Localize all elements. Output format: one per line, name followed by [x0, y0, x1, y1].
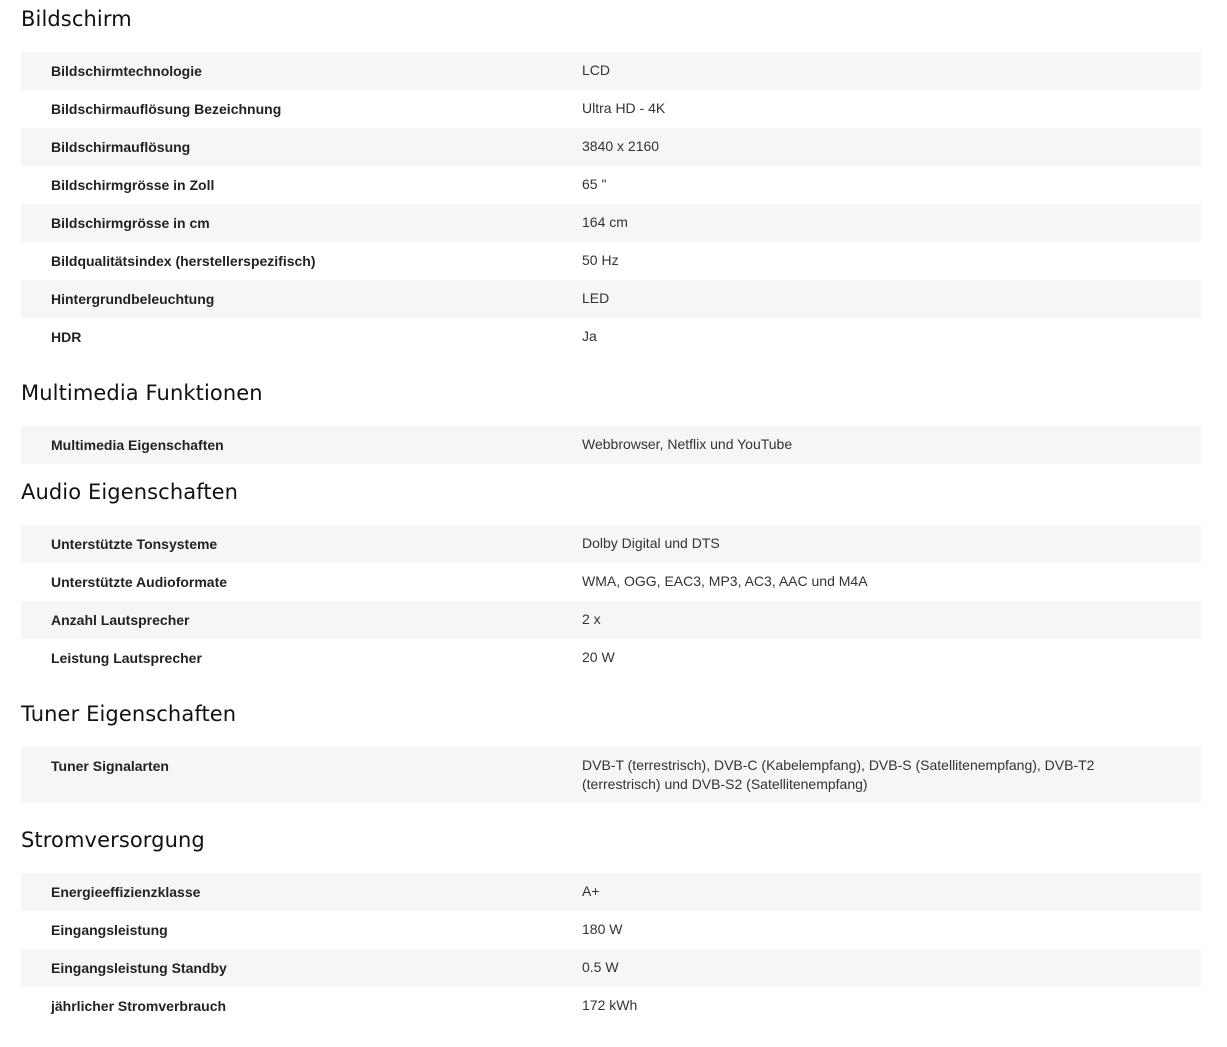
spec-label: Unterstützte Tonsysteme — [51, 536, 218, 552]
spec-label: Eingangsleistung Standby — [51, 960, 227, 976]
spec-row — [21, 204, 1201, 242]
spec-sheet — [21, 0, 1201, 1043]
spec-value: WMA, OGG, EAC3, MP3, AC3, AAC und M4A — [582, 573, 868, 589]
spec-value: LED — [582, 290, 610, 306]
spec-label: Eingangsleistung — [51, 922, 168, 938]
spec-value: 180 W — [582, 921, 623, 937]
spec-value: 164 cm — [582, 214, 628, 230]
spec-label: Bildschirmauflösung Bezeichnung — [51, 101, 282, 117]
spec-value: Ultra HD - 4K — [582, 100, 666, 116]
spec-value: 65 " — [582, 176, 607, 192]
spec-value: Ja — [582, 328, 597, 344]
spec-label: Bildschirmgrösse in Zoll — [51, 177, 215, 193]
spec-value: 3840 x 2160 — [582, 138, 660, 154]
spec-value: A+ — [582, 883, 600, 899]
spec-label: Bildschirmgrösse in cm — [51, 215, 210, 231]
spec-value: Dolby Digital und DTS — [582, 535, 720, 551]
section-title: Bildschirm — [21, 7, 132, 31]
spec-label: Bildschirmtechnologie — [51, 63, 202, 79]
spec-table — [21, 873, 1201, 1025]
spec-table — [21, 426, 1201, 464]
section-title: Stromversorgung — [21, 828, 205, 852]
spec-row — [21, 242, 1201, 280]
spec-label: HDR — [51, 329, 82, 345]
spec-value: Webbrowser, Netflix und YouTube — [582, 436, 793, 452]
section-tuner-eigenschaften — [21, 695, 1201, 803]
spec-row — [21, 426, 1201, 464]
spec-row — [21, 280, 1201, 318]
spec-label: Unterstützte Audioformate — [51, 574, 228, 590]
section-title: Audio Eigenschaften — [21, 480, 239, 504]
spec-row — [21, 949, 1201, 987]
spec-label: Tuner Signalarten — [51, 758, 169, 774]
spec-row — [21, 601, 1201, 639]
spec-value: 0.5 W — [582, 959, 619, 975]
spec-row — [21, 318, 1201, 356]
spec-table — [21, 747, 1201, 803]
spec-value: 2 x — [582, 611, 601, 627]
spec-label: Leistung Lautsprecher — [51, 650, 202, 666]
spec-row — [21, 90, 1201, 128]
spec-row — [21, 128, 1201, 166]
spec-table — [21, 525, 1201, 677]
spec-label: Bildschirmauflösung — [51, 139, 191, 155]
section-multimedia-funktionen — [21, 374, 1201, 464]
spec-row — [21, 563, 1201, 601]
spec-row — [21, 987, 1201, 1025]
spec-label: Bildqualitätsindex (herstellerspezifisch) — [51, 253, 316, 269]
spec-row — [21, 166, 1201, 204]
spec-value: 172 kWh — [582, 997, 638, 1013]
spec-value: 50 Hz — [582, 252, 619, 268]
spec-label: Multimedia Eigenschaften — [51, 437, 224, 453]
section-title: Tuner Eigenschaften — [21, 702, 237, 726]
spec-row — [21, 911, 1201, 949]
section-audio-eigenschaften — [21, 473, 1201, 677]
spec-row — [21, 52, 1201, 90]
spec-value: DVB-T (terrestrisch), DVB-C (Kabelempfang), DVB-S (Satellitenempfang), DVB-T2 (terrestrisch) und DVB-S2 (Satellitenempfang) — [582, 757, 1095, 792]
spec-row — [21, 873, 1201, 911]
spec-label: Hintergrundbeleuchtung — [51, 291, 215, 307]
section-bildschirm — [21, 0, 1201, 356]
spec-table — [21, 52, 1201, 356]
spec-label: jährlicher Stromverbrauch — [51, 998, 227, 1014]
spec-value: 20 W — [582, 649, 615, 665]
spec-row — [21, 747, 1201, 803]
spec-label: Energieeffizienzklasse — [51, 884, 201, 900]
spec-value: LCD — [582, 62, 611, 78]
spec-row — [21, 525, 1201, 563]
section-title: Multimedia Funktionen — [21, 381, 263, 405]
section-stromversorgung — [21, 821, 1201, 1025]
spec-label: Anzahl Lautsprecher — [51, 612, 190, 628]
spec-row — [21, 639, 1201, 677]
